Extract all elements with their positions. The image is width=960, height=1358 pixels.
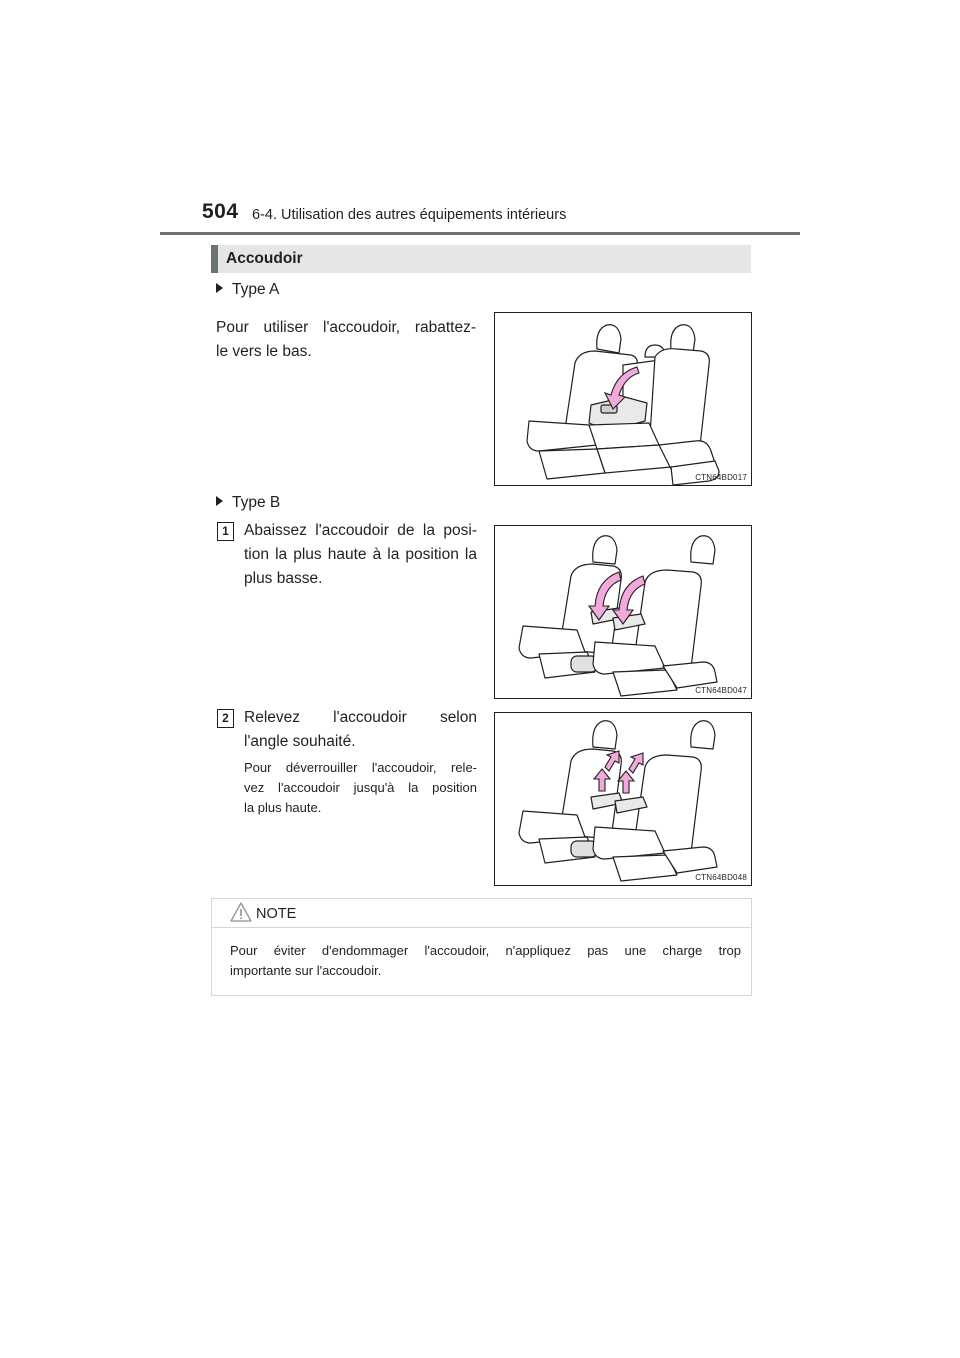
- figure-step-2: [494, 712, 752, 886]
- step-1-text: [244, 519, 477, 591]
- step-2-note-line-1: Pour déverrouiller l'accoudoir, rele-: [244, 760, 477, 775]
- seat-illustration-b2: [495, 713, 751, 885]
- warning-triangle-icon: [230, 901, 252, 923]
- step-2-note-line-2: vez l'accoudoir jusqu'à la position: [244, 780, 477, 795]
- step-2-note: [244, 758, 477, 818]
- type-a-line-2: le vers le bas.: [216, 343, 312, 360]
- figure-type-a: [494, 312, 752, 486]
- type-b-label: [216, 494, 280, 512]
- type-b-label-text: Type B: [232, 494, 281, 511]
- type-a-label: [216, 281, 279, 299]
- type-a-label-text: Type A: [232, 281, 280, 298]
- chapter-title: 6-4. Utilisation des autres équipements intérieurs: [252, 207, 567, 223]
- note-body-line-2: importante sur l'accoudoir.: [230, 963, 382, 978]
- step-1-line-3: plus basse.: [244, 570, 323, 587]
- page-number: 504: [202, 200, 239, 223]
- seat-illustration-a: [495, 313, 751, 485]
- seat-illustration-b1: [495, 526, 751, 698]
- step-2-line-1: Relevez l'accoudoir selon: [244, 709, 477, 726]
- bullet-triangle-icon: [216, 283, 223, 293]
- type-a-instruction: [216, 316, 476, 364]
- step-2-text: [244, 706, 477, 754]
- figure-code-a: CTN64BD017: [695, 473, 747, 482]
- step-1-line-2: tion la plus haute à la position la: [244, 546, 477, 563]
- section-header: [211, 245, 751, 273]
- note-label: NOTE: [256, 906, 297, 922]
- step-1-line-1: Abaissez l'accoudoir de la posi-: [244, 522, 477, 539]
- step-number-1: 1: [217, 522, 234, 541]
- type-a-line-1: Pour utiliser l'accoudoir, rabattez-: [216, 319, 476, 336]
- figure-code-b1: CTN64BD047: [695, 686, 747, 695]
- bullet-triangle-icon: [216, 496, 223, 506]
- step-2-line-2: l'angle souhaité.: [244, 733, 356, 750]
- step-2-note-line-3: la plus haute.: [244, 800, 322, 815]
- note-header: [212, 899, 751, 928]
- figure-step-1: [494, 525, 752, 699]
- section-accent: [211, 245, 218, 273]
- note-body-line-1: Pour éviter d'endommager l'accoudoir, n'appliquez pas une charge trop: [230, 943, 741, 958]
- header-rule: [160, 232, 800, 235]
- note-box: [211, 898, 752, 996]
- section-title: Accoudoir: [226, 250, 303, 267]
- figure-code-b2: CTN64BD048: [695, 873, 747, 882]
- step-number-2: 2: [217, 709, 234, 728]
- note-body: [230, 941, 741, 981]
